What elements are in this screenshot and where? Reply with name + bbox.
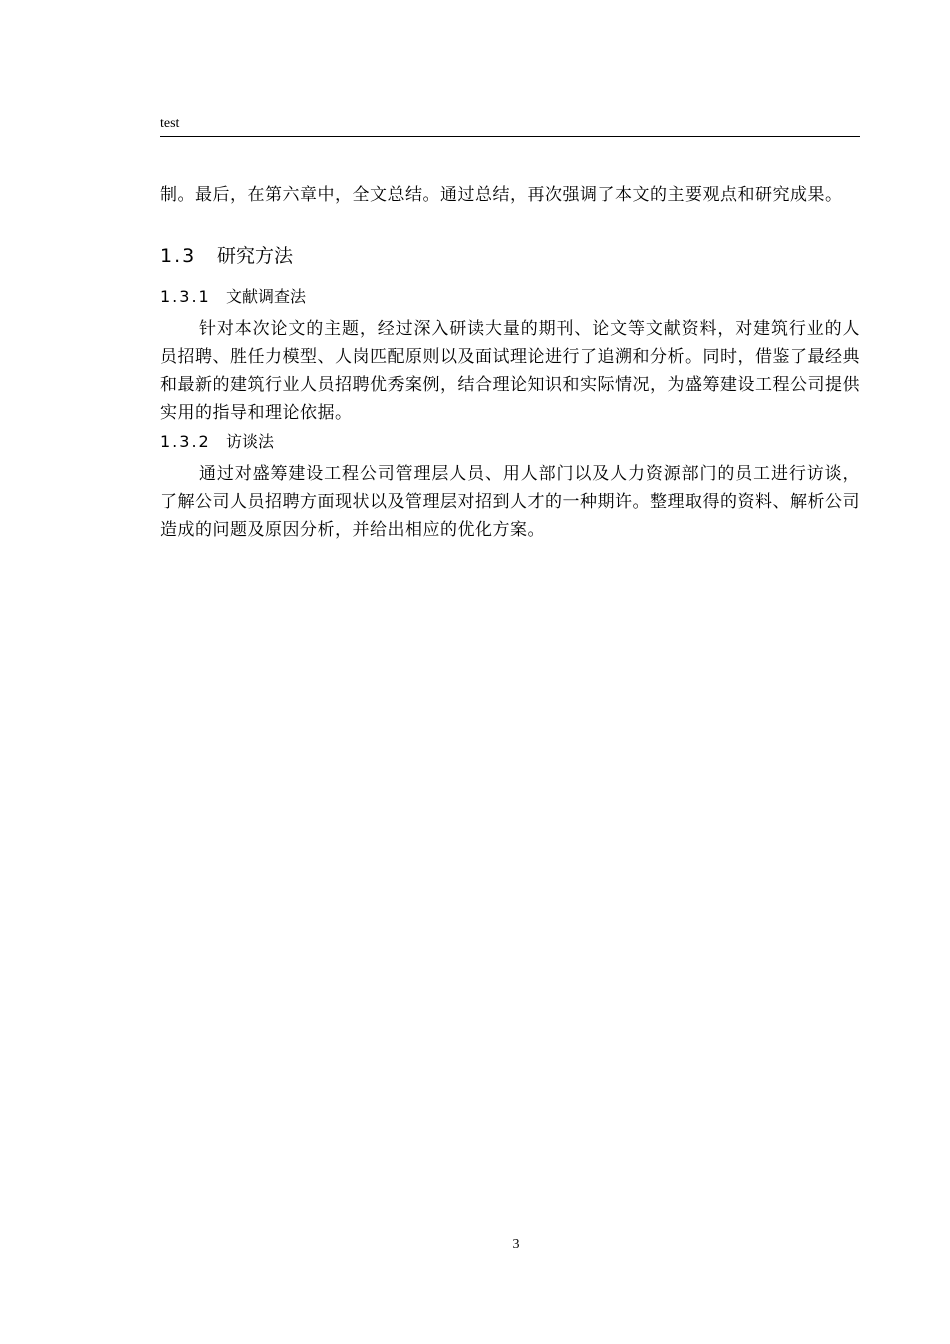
subsection-title: 文献调查法 bbox=[226, 287, 307, 306]
section-title: 研究方法 bbox=[217, 245, 294, 267]
subsection-heading bbox=[160, 286, 306, 308]
subsection-paragraph: 通过对盛筹建设工程公司管理层人员、用人部门以及人力资源部门的员工进行访谈，了解公司人员招聘方面现状以及管理层对招到人才的一种期许。整理取得的资料、解析公司造成的问题及原因分析，并给出相应的优化方案。 bbox=[160, 464, 860, 540]
section-heading bbox=[160, 243, 293, 269]
subsection-paragraph: 针对本次论文的主题，经过深入研读大量的期刊、论文等文献资料，对建筑行业的人员招聘、胜任力模型、人岗匹配原则以及面试理论进行了追溯和分析。同时，借鉴了最经典和最新的建筑行业人员招聘优秀案例，结合理论知识和实际情况，为盛筹建设工程公司提供实用的指导和理论依据。 bbox=[160, 319, 860, 423]
subsection-number: 1.3.1 bbox=[160, 287, 211, 306]
header-text: test bbox=[160, 116, 180, 131]
continuation-paragraph: 制。最后，在第六章中，全文总结。通过总结，再次强调了本文的主要观点和研究成果。 bbox=[160, 185, 843, 205]
subsection-number: 1.3.2 bbox=[160, 432, 211, 451]
section-number: 1.3 bbox=[160, 245, 197, 267]
page-number: 3 bbox=[512, 1237, 520, 1252]
page-header bbox=[160, 114, 860, 137]
subsection-heading bbox=[160, 431, 274, 453]
subsection-title: 访谈法 bbox=[226, 432, 275, 451]
